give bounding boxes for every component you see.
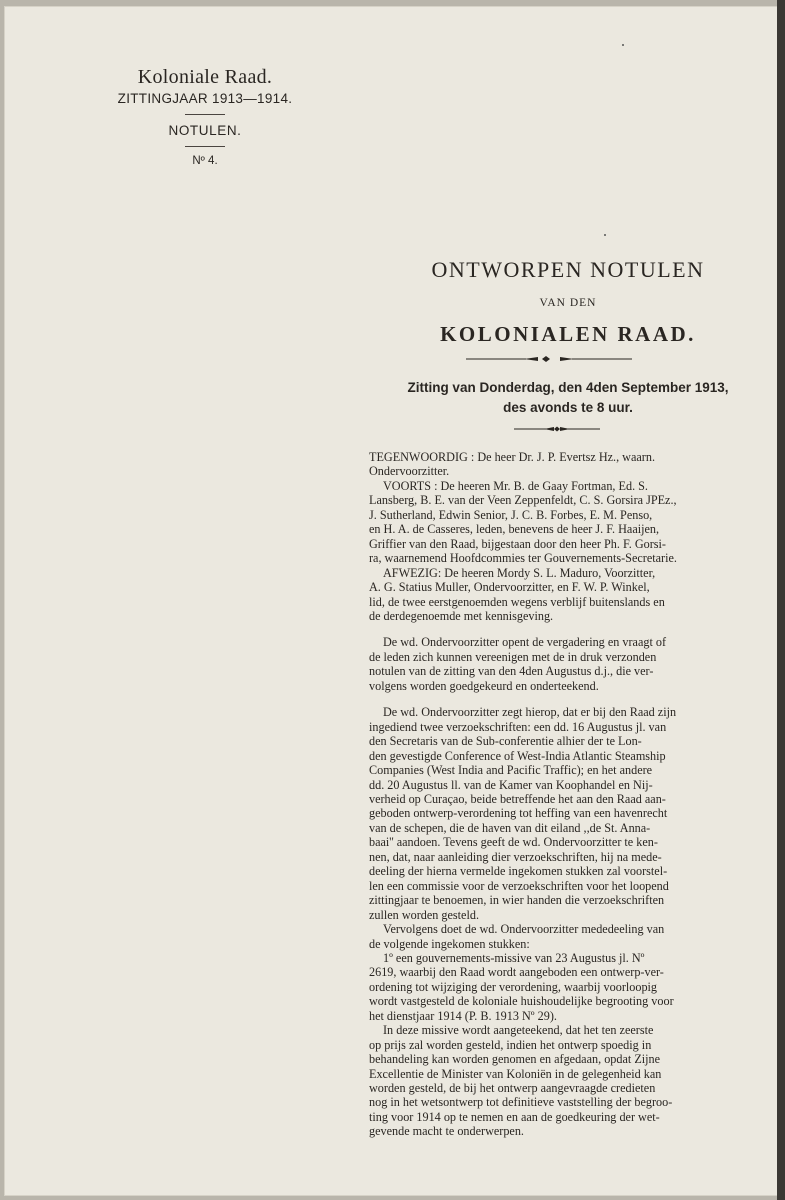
text-line: Excellentie de Minister van Koloniën in de gelegenheid kan <box>369 1066 662 1081</box>
ornament-rule <box>466 354 632 364</box>
text-line: den gevestigde Conference of West-India Atlantic Steamship <box>369 748 666 763</box>
text-line: nen, dat, naar aanleiding dier verzoekschriften, hij na mede- <box>369 849 662 864</box>
session-year: ZITTINGJAAR 1913—1914. <box>117 91 293 106</box>
text-line: op prijs zal worden gesteld, indien het ontwerp spoedig in <box>369 1037 652 1052</box>
text-line: de volgende ingekomen stukken: <box>369 936 530 951</box>
issue-number: Nº 4. <box>192 155 218 167</box>
text-line: den Secretaris van de Sub-conferentie alhier der te Lon- <box>369 734 642 749</box>
text-line: In deze missive wordt aangeteekend, dat het ten zeerste <box>383 1023 654 1038</box>
text-line: de leden zich kunnen vereenigen met de in druk verzonden <box>369 649 657 664</box>
text-line: gevende macht te onderwerpen. <box>369 1124 524 1139</box>
text-line: nog in het wetsontwerp tot definitieve vaststelling der begroo- <box>369 1095 673 1110</box>
attendance-present <box>369 450 767 479</box>
text-line: ordening tot wijziging der verordening, waarbij voorloopig <box>369 979 658 994</box>
text-line: geboden ontwerp-verordening tot heffing van een havenrecht <box>369 806 668 821</box>
paragraph-opening <box>369 635 767 693</box>
text-line: wordt vastgesteld de koloniale huishoudelijke begrooting voor <box>369 994 674 1009</box>
text-line: ra, waarnemend Hoofdcommies ter Gouvernements-Secretarie. <box>369 551 677 566</box>
text-line: en H. A. de Casseres, leden, benevens de heer J. F. Haaijen, <box>369 522 660 537</box>
text-line: verheid op Curaçao, beide betreffende het aan den Raad aan- <box>369 791 666 806</box>
ornament-rule-small <box>514 425 600 433</box>
text-line: ingediend twee verzoekschriften: een dd. 16 Augustus jl. van <box>369 719 667 734</box>
section-label: NOTULEN. <box>168 123 242 138</box>
main-title: ONTWORPEN NOTULEN <box>431 257 705 282</box>
text-line: len een commissie voor de verzoekschriften voor het loopend <box>369 878 669 893</box>
text-line: De wd. Ondervoorzitter zegt hierop, dat er bij den Raad zijn <box>383 705 677 720</box>
text-line: A. G. Statius Muller, Ondervoorzitter, en F. W. P. Winkel, <box>369 580 650 595</box>
text-line: deeling der hierna vermelde ingekomen stukken zal voorstel- <box>369 864 668 879</box>
text-line: Ondervoorzitter. <box>369 464 450 479</box>
text-line: van de schepen, die de haven van dit eiland ,,de St. Anna- <box>369 820 651 835</box>
text-line: ting voor 1914 op te nemen en aan de goedkeuring der wet- <box>369 1109 660 1124</box>
divider <box>185 114 225 115</box>
text-line: Companies (West India and Pacific Traffic); en het andere <box>369 763 653 778</box>
text-line: de derdegenoemde met kennisgeving. <box>369 608 554 623</box>
text-line: J. Sutherland, Edwin Senior, J. C. B. Forbes, E. M. Penso, <box>369 507 653 522</box>
main-title-council: KOLONIALEN RAAD. <box>440 322 696 346</box>
attendance-also <box>369 479 767 566</box>
paragraph-missive-note <box>369 1023 767 1139</box>
text-line: TEGENWOORDIG : De heer Dr. J. P. Evertsz Hz., waarn. <box>369 450 655 464</box>
text-line: worden gesteld, de bij het ontwerp aangevraagde credieten <box>369 1081 656 1096</box>
divider <box>185 146 225 147</box>
text-line: baai'' aandoen. Tevens geeft de wd. Ondervoorzitter te ken- <box>369 835 658 850</box>
text-line: zittingjaar te benoemen, in wier handen die verzoekschriften <box>369 893 665 908</box>
text-line: het dienstjaar 1914 (P. B. 1913 Nº 29). <box>369 1008 557 1023</box>
text-line: dd. 20 Augustus ll. van de Kamer van Koophandel en Nij- <box>369 777 653 792</box>
text-line: Lansberg, B. E. van der Veen Zeppenfeldt, C. S. Gorsira JPEz., <box>369 493 677 508</box>
text-line: behandeling kan worden genomen en afgedaan, opdat Zijne <box>369 1052 661 1067</box>
sitting-time: des avonds te 8 uur. <box>503 400 633 415</box>
page-edge-shadow <box>777 0 785 1200</box>
header-left <box>95 66 315 167</box>
text-line: AFWEZIG: De heeren Mordy S. L. Maduro, Voorzitter, <box>383 565 656 580</box>
speck <box>622 44 624 46</box>
text-line: De wd. Ondervoorzitter opent de vergadering en vraagt of <box>383 635 667 650</box>
attendance-absent <box>369 566 767 624</box>
council-title: Koloniale Raad. <box>137 66 273 88</box>
paragraph-petitions <box>369 705 767 922</box>
text-line: Griffier van den Raad, bijgestaan door den heer Ph. F. Gorsi- <box>369 536 666 551</box>
text-line: VOORTS : De heeren Mr. B. de Gaay Fortman, Ed. S. <box>383 478 648 493</box>
sitting-info <box>368 378 768 418</box>
text-line: volgens worden goedgekeurd en onderteekend. <box>369 678 599 693</box>
speck <box>604 234 606 236</box>
minutes-body <box>369 450 767 1139</box>
text-line: Vervolgens doet de wd. Ondervoorzitter mededeeling van <box>383 922 665 937</box>
text-line: 2619, waarbij den Raad wordt aangeboden een ontwerp-ver- <box>369 965 664 980</box>
text-line: notulen van de zitting van den 4den Augustus d.j., die ver- <box>369 664 654 679</box>
text-line: lid, de twee eerstgenoemden wegens verblijf buitenslands en <box>369 594 665 609</box>
paragraph-missive <box>369 951 767 1023</box>
text-line: 1º een gouvernements-missive van 23 Augustus jl. Nº <box>383 950 645 965</box>
main-title-van-den: VAN DEN <box>539 297 597 309</box>
text-line: zullen worden gesteld. <box>369 907 479 922</box>
paragraph-incoming <box>369 922 767 951</box>
sitting-date: Zitting van Donderdag, den 4den September 1913, <box>407 380 729 395</box>
